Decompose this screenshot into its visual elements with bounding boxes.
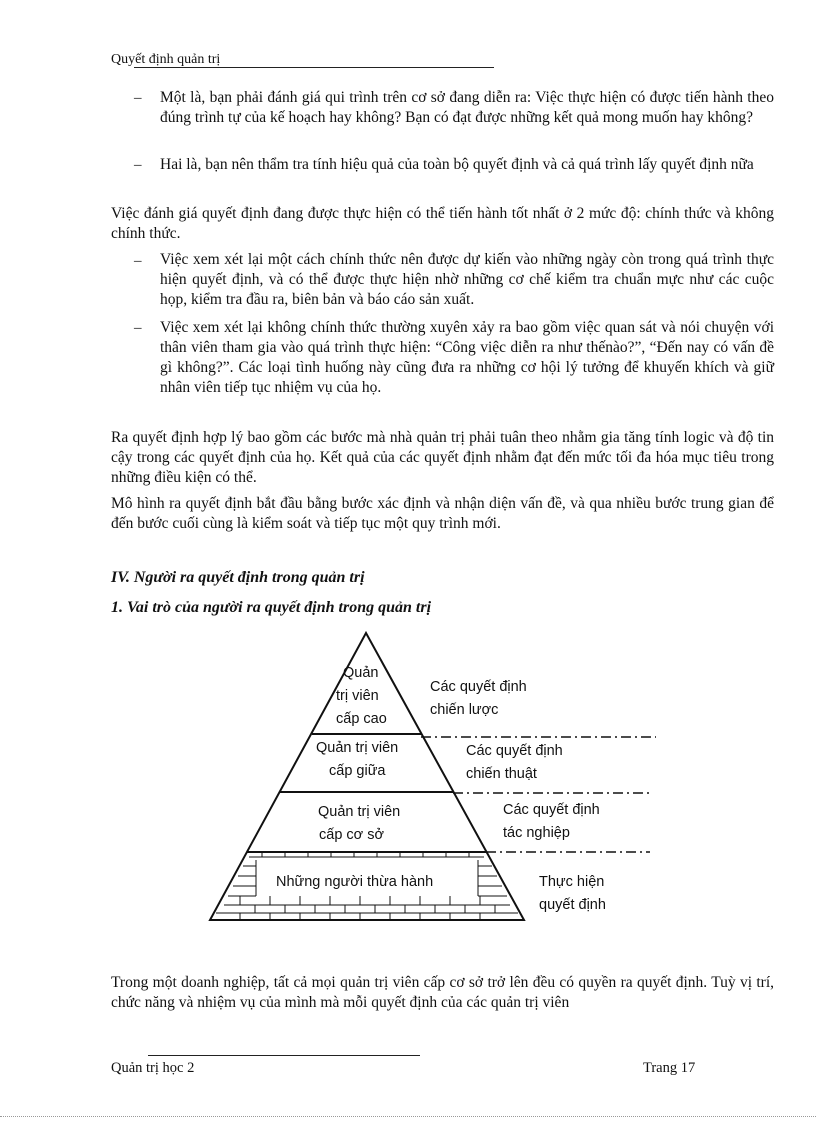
bullet-informal-review: Việc xem xét lại không chính thức thường xuyên xảy ra bao gồm việc quan sát và nói chuyện với thân viên tham gia vào quá trình thực hiện: “Công việc diễn ra như thếnào?”, “Đến nay có vấn đề gì không?”. Các loại tình huống này cũng đưa ra những cơ hội lý tưởng để khuyến khích và giữ nhân viên tiếp tục nhiệm vụ của họ. — [160, 319, 774, 396]
page-edge-dots — [0, 1116, 816, 1117]
level-base-manager-line-1: Quản trị viên — [318, 804, 401, 820]
paragraph-decision-rights: Trong một doanh nghiệp, tất cả mọi quản trị viên cấp cơ sở trở lên đều có quyền ra quyết định. Tuỳ vị trí, chức năng và nhiệm vụ của mình mà mỗi quyết định của các quản trị viên — [111, 974, 774, 1011]
level-middle-manager-line-1: Quản trị viên — [316, 740, 399, 756]
level-base-decision-line-2: tác nghiệp — [503, 825, 570, 841]
level-top-manager-line-3: cấp cao — [336, 711, 387, 727]
section-heading: IV. Người ra quyết định trong quản trị — [111, 569, 365, 586]
footer-page-number: Trang 17 — [643, 1060, 696, 1076]
level-top-decision-line-2: chiến lược — [430, 702, 499, 718]
paragraph-evaluation-levels: Việc đánh giá quyết định đang được thực hiện có thể tiến hành tốt nhất ở 2 mức độ: chính thức và không chính thức. — [111, 205, 774, 242]
bullet-dash: – — [134, 320, 142, 336]
level-top-decision-line-1: Các quyết định — [430, 679, 527, 695]
level-executor-line-1: Những người thừa hành — [276, 874, 434, 890]
bullet-dash: – — [134, 157, 142, 173]
level-middle-decision-line-1: Các quyết định — [466, 743, 563, 759]
level-executor-decision-line-2: quyết định — [539, 897, 606, 913]
level-middle-decision-line-2: chiến thuật — [466, 766, 537, 782]
level-top-manager-line-2: trị viên — [336, 688, 379, 704]
footer-rule — [148, 1055, 420, 1056]
bullet-dash: – — [134, 90, 142, 106]
paragraph-decision-model: Mô hình ra quyết định bắt đầu bằng bước xác định và nhận diện vấn đề, và qua nhiều bước trung gian để đến bước cuối cùng là kiểm soát và tiếp tục một quy trình mới. — [111, 495, 774, 532]
subsection-heading: 1. Vai trò của người ra quyết định trong quản trị — [111, 599, 432, 616]
level-base-decision-line-1: Các quyết định — [503, 802, 600, 818]
bullet-dash: – — [134, 253, 142, 269]
bullet-evaluate-process: Một là, bạn phải đánh giá qui trình trên cơ sở đang diễn ra: Việc thực hiện có được tiến hành theo đúng trình tự của kế hoạch hay không? Bạn có đạt được những kết quả mong muốn hay không? — [160, 89, 774, 126]
level-base-manager-line-2: cấp cơ sở — [319, 827, 384, 843]
bullet-formal-review: Việc xem xét lại một cách chính thức nên được dự kiến vào những ngày còn trong quá trình thực hiện quyết định, và có thể được thực hiện nhờ những cơ chế kiểm tra chuẩn mực như các cuộc họp, kiểm tra đầu ra, biên bản và báo cáo sản xuất. — [160, 251, 774, 308]
paragraph-rational-decision: Ra quyết định hợp lý bao gồm các bước mà nhà quản trị phải tuân theo nhằm gia tăng tính logic và độ tin cậy trong các quyết định của họ. Kết quả của các quyết định nhằm đạt đến mức tối đa hóa mục tiêu trong những điều kiện có thể. — [111, 429, 774, 486]
level-top-manager-line-1: Quản — [343, 665, 379, 681]
footer-book-title: Quản trị học 2 — [111, 1060, 195, 1076]
level-executor-decision-line-1: Thực hiện — [539, 874, 605, 890]
bullet-verify-effectiveness: Hai là, bạn nên thẩm tra tính hiệu quả của toàn bộ quyết định và cả quá trình lấy quyết định nữa — [160, 156, 754, 173]
running-header: Quyết định quản trị — [111, 52, 221, 67]
level-middle-manager-line-2: cấp giữa — [329, 763, 386, 779]
